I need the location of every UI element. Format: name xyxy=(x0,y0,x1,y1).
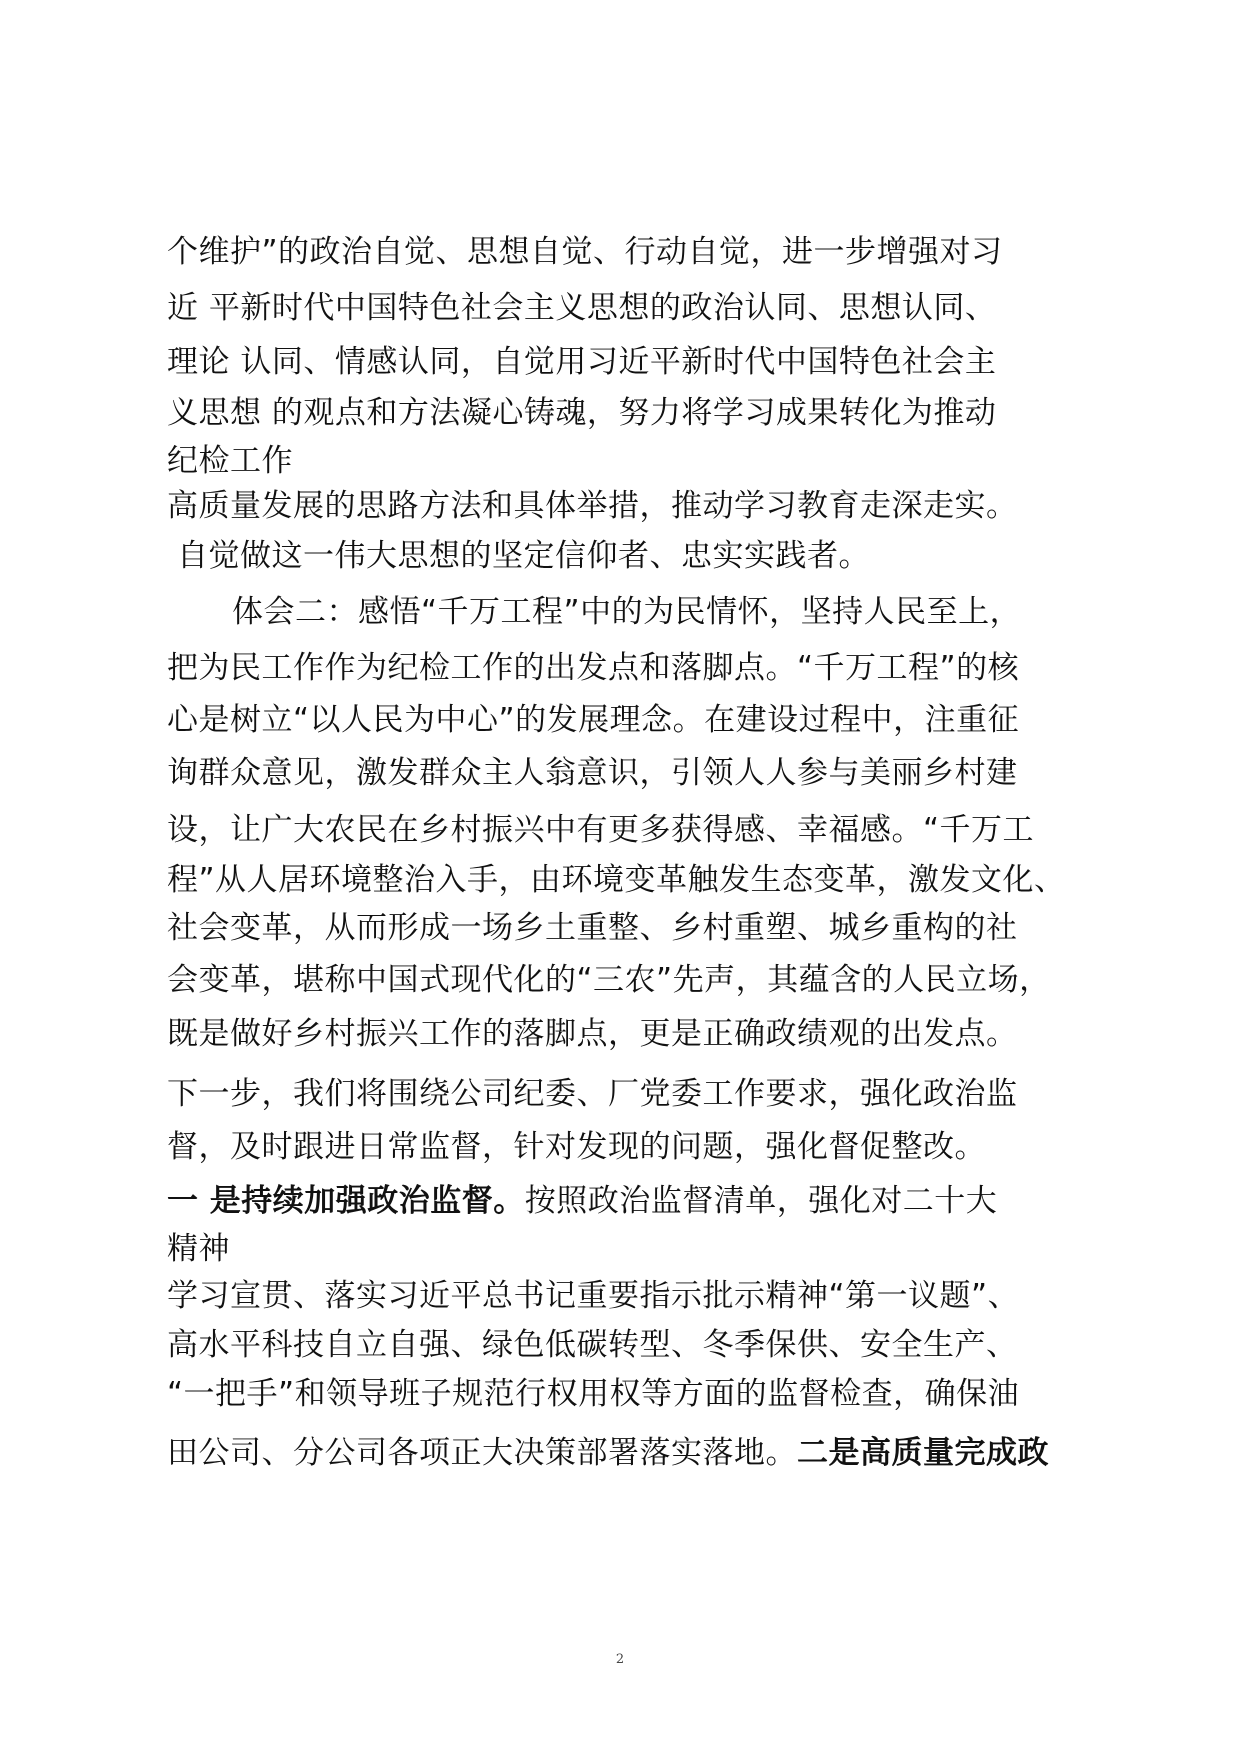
text-line: 学习宣贯、落实习近平总书记重要指示批示精神“第一议题”、 xyxy=(167,1278,1020,1314)
text-line: 义思想 的观点和方法凝心铸魂，努力将学习成果转化为推动 xyxy=(167,395,997,431)
bold-heading: 二是高质量完成政 xyxy=(797,1435,1049,1471)
text-line: 会变革，堪称中国式现代化的“三农”先声，其蕴含的人民立场， xyxy=(167,962,1051,998)
text-line: 询群众意见，激发群众主人翁意识，引领人人参与美丽乡村建 xyxy=(167,755,1018,791)
bold-heading: 一 是持续加强政治监督。 xyxy=(167,1183,525,1219)
page-number: 2 xyxy=(615,1652,625,1667)
text-line-with-bold xyxy=(167,1181,997,1221)
text-span: 田公司、分公司各项正大决策部署落实落地。 xyxy=(167,1435,797,1471)
text-line: 自觉做这一伟大思想的坚定信仰者、忠实实践者。 xyxy=(177,538,870,574)
text-line: 下一步，我们将围绕公司纪委、厂党委工作要求，强化政治监 xyxy=(167,1076,1018,1112)
paragraph-heading: 体会二：感悟“千万工程”中的为民情怀，坚持人民至上， xyxy=(232,594,1022,630)
text-line: 设，让广大农民在乡村振兴中有更多获得感、幸福感。“千万工 xyxy=(167,812,1035,848)
text-line: 高质量发展的思路方法和具体举措，推动学习教育走深走实。 xyxy=(167,488,1018,524)
text-line: 近 平新时代中国特色社会主义思想的政治认同、思想认同、 xyxy=(167,290,997,326)
text-line-with-bold xyxy=(167,1433,1049,1473)
text-line: 个维护”的政治自觉、思想自觉、行动自觉，进一步增强对习 xyxy=(167,234,1003,270)
text-span: 按照政治监督清单，强化对二十大 xyxy=(524,1183,998,1219)
text-line: 精神 xyxy=(167,1231,230,1267)
text-line: “一把手”和领导班子规范行权用权等方面的监督检查，确保油 xyxy=(167,1376,1020,1412)
text-line: 心是树立“以人民为中心”的发展理念。在建设过程中，注重征 xyxy=(167,702,1020,738)
text-line: 社会变革，从而形成一场乡土重整、乡村重塑、城乡重构的社 xyxy=(167,910,1018,946)
text-line: 把为民工作作为纪检工作的出发点和落脚点。“千万工程”的核 xyxy=(167,650,1020,686)
text-line: 程”从人居环境整治入手，由环境变革触发生态变革，激发文化、 xyxy=(167,862,1066,898)
text-line: 纪检工作 xyxy=(167,443,293,479)
text-line: 督，及时跟进日常监督，针对发现的问题，强化督促整改。 xyxy=(167,1129,986,1165)
text-line: 高水平科技自立自强、绿色低碳转型、冬季保供、安全生产、 xyxy=(167,1327,1018,1363)
text-line: 理论 认同、情感认同，自觉用习近平新时代中国特色社会主 xyxy=(167,344,997,380)
text-line: 既是做好乡村振兴工作的落脚点，更是正确政绩观的出发点。 xyxy=(167,1016,1018,1052)
